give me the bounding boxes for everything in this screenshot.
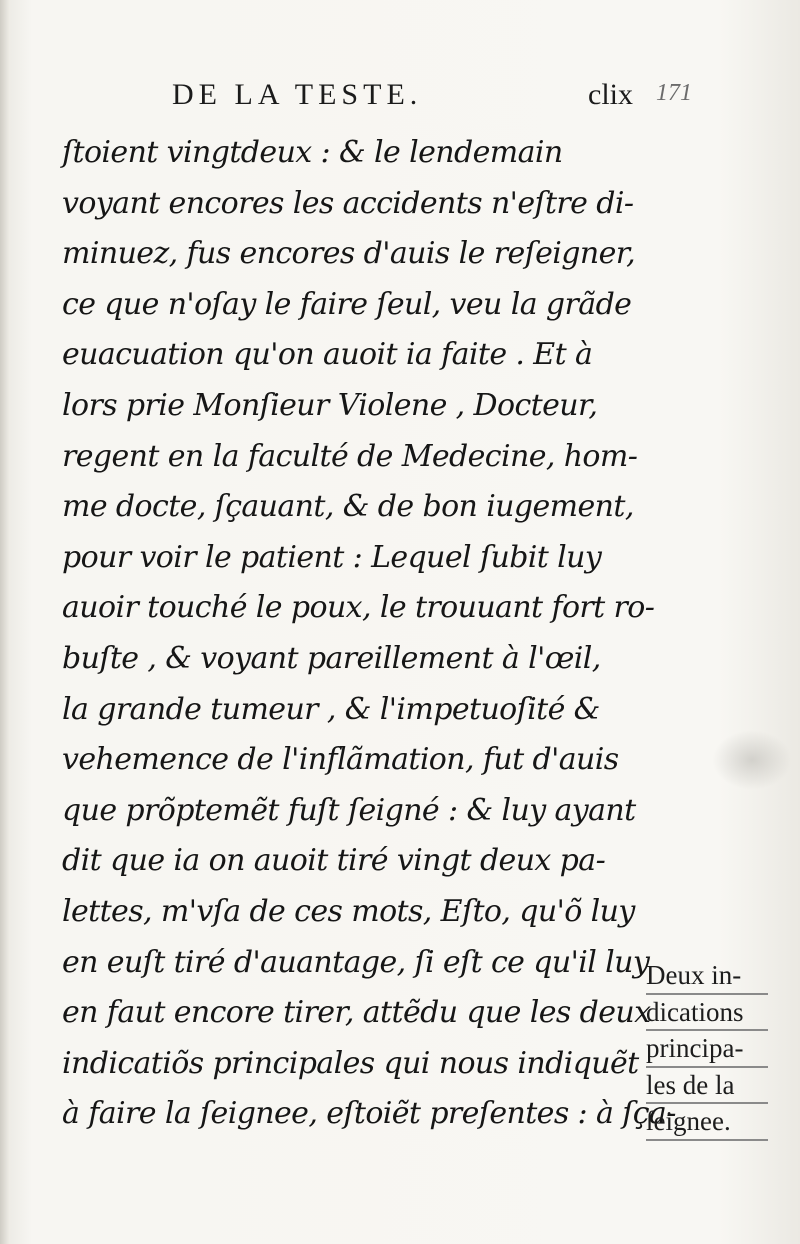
margin-note	[646, 958, 786, 1141]
text-line: indicatiõs principales qui nous indiquẽt	[62, 1045, 639, 1081]
ink-smudge	[712, 730, 792, 790]
margin-note-line: ſeignee.	[646, 1104, 768, 1141]
text-line: minuez, fus encores d'auis le reſeigner,	[62, 236, 636, 272]
main-text-block	[62, 128, 676, 1140]
text-line: auoir touché le poux, le trouuant fort ro-	[62, 590, 655, 626]
text-line: voyant encores les accidents n'eſtre di-	[62, 185, 634, 221]
text-line: ce que n'oſay le faire ſeul, veu la grãde	[62, 286, 632, 322]
text-line: lettes, m'vſa de ces mots, Eſto, qu'õ luy	[62, 893, 635, 929]
text-line: me docte, ſçauant, & de bon iugement,	[62, 489, 634, 525]
folio-number: clix	[588, 78, 633, 111]
margin-note-line: les de la	[646, 1068, 768, 1105]
running-head: DE LA TESTE.	[172, 78, 423, 111]
handwritten-folio: 171	[656, 80, 692, 106]
text-line: euacuation qu'on auoit ia faite . Et à	[62, 337, 593, 373]
text-line: à faire la ſeignee, eſtoiẽt preſentes : à ſça-	[62, 1096, 676, 1132]
margin-note-line: dications	[646, 995, 768, 1032]
text-line: la grande tumeur , & l'impetuoſité &	[62, 691, 600, 727]
text-line: en euſt tiré d'auantage, ſi eſt ce qu'il luy	[62, 944, 650, 980]
text-line: vehemence de l'inflãmation, fut d'auis	[62, 742, 619, 778]
text-line: buſte , & voyant pareillement à l'œil,	[62, 640, 601, 676]
text-line: ſtoient vingtdeux : & le lendemain	[62, 135, 563, 170]
text-line: pour voir le patient : Lequel ſubit luy	[62, 539, 602, 575]
text-line: que prõptemẽt fuſt ſeigné : & luy ayant	[62, 792, 636, 828]
margin-note-line: Deux in-	[646, 958, 768, 995]
text-line: regent en la faculté de Medecine, hom-	[62, 438, 638, 474]
text-line: en faut encore tirer, attẽdu que les deux	[62, 995, 651, 1031]
text-line: dit que ia on auoit tiré vingt deux pa-	[62, 843, 606, 879]
page-header	[0, 78, 800, 118]
text-line: lors prie Monſieur Violene , Docteur,	[62, 387, 598, 423]
page-gutter	[0, 0, 10, 1244]
margin-note-line: principa-	[646, 1031, 768, 1068]
